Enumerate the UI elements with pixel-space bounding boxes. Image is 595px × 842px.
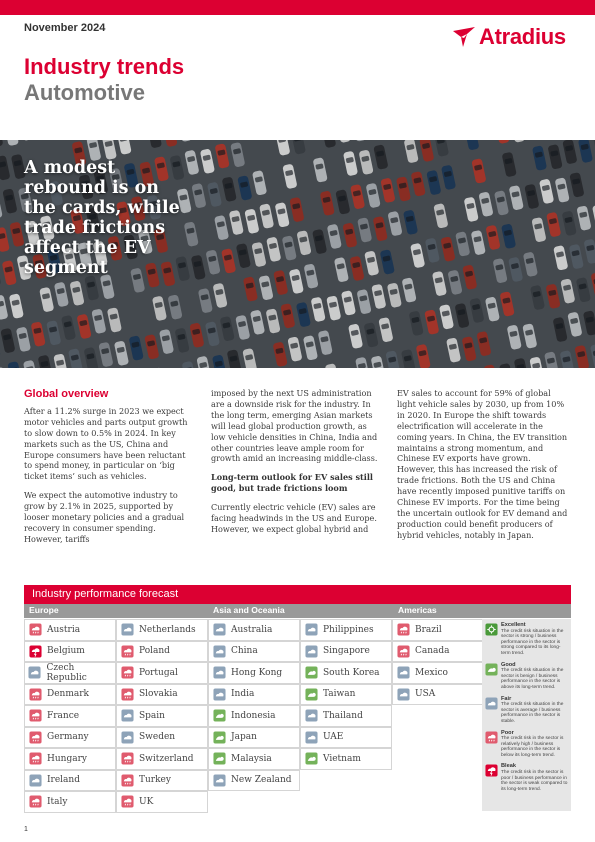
good-rating-icon	[213, 731, 226, 744]
country-name: UK	[139, 796, 154, 807]
rating-icon	[120, 730, 134, 744]
atradius-logo[interactable]	[452, 24, 566, 50]
country-name: South Korea	[323, 667, 380, 678]
region-asia-oceania: Asia and Oceania	[213, 605, 285, 615]
legend-text: The credit risk in the sector is poor / business performance in the sector is weak compared to its long-term trend.	[501, 770, 568, 792]
rating-icon	[28, 666, 42, 680]
country-cell-czech-republic	[24, 662, 116, 684]
region-americas: Americas	[398, 605, 437, 615]
paragraph: After a 11.2% surge in 2023 we expect motor vehicles and parts output growth to slow down to 0.5% in 2024. In key markets such as the US, China and Europe consumers have been reluctant to spend money, in particular on ‘big ticket items’ such as vehicles.	[24, 405, 188, 482]
rating-icon	[28, 795, 42, 809]
fair-rating-icon	[305, 731, 318, 744]
rating-icon	[28, 709, 42, 723]
fair-rating-icon	[213, 666, 226, 679]
rating-icon	[120, 773, 134, 787]
country-name: India	[231, 689, 255, 700]
country-name: Malaysia	[231, 753, 272, 764]
rating-icon	[396, 644, 410, 658]
paragraph: We expect the automotive industry to grow by 2.1% in 2025, supported by looser monetary policies and a gradual recovery in consumer spending. However, tariffs	[24, 490, 185, 544]
country-name: Ireland	[47, 775, 80, 786]
country-name: Italy	[47, 796, 68, 807]
country-cell-poland	[116, 641, 208, 663]
legend-label: Bleak	[501, 763, 516, 770]
report-date: November 2024	[24, 22, 106, 34]
country-name: Belgium	[47, 646, 85, 657]
country-cell-usa	[392, 684, 484, 706]
fair-rating-icon	[213, 774, 226, 787]
legend-label: Poor	[501, 729, 514, 736]
country-cell-india	[208, 684, 300, 706]
country-cell-mexico	[392, 662, 484, 684]
country-cell-south-korea	[300, 662, 392, 684]
rating-icon	[120, 687, 134, 701]
excellent-rating-icon	[485, 623, 498, 636]
rating-icon	[212, 709, 226, 723]
rating-icon	[120, 644, 134, 658]
page-title: Industry trends	[24, 54, 185, 79]
fair-rating-icon	[305, 709, 318, 722]
country-cell-denmark	[24, 684, 116, 706]
country-name: Brazil	[415, 624, 442, 635]
region-header-bar	[24, 604, 571, 618]
country-cell-uk	[116, 791, 208, 813]
poor-rating-icon	[29, 623, 42, 636]
country-name: USA	[415, 689, 436, 700]
fair-rating-icon	[213, 623, 226, 636]
rating-icon	[304, 644, 318, 658]
article-column-3	[397, 388, 569, 549]
poor-rating-icon	[29, 795, 42, 808]
rating-icon	[28, 644, 42, 658]
paragraph: Currently electric vehicle (EV) sales are facing headwinds in the US and Europe. However, we expect global hybrid and	[211, 502, 377, 534]
country-cell-brazil	[392, 619, 484, 641]
rating-icon	[120, 795, 134, 809]
rating-icon	[28, 752, 42, 766]
country-cell-netherlands	[116, 619, 208, 641]
country-cell-germany	[24, 727, 116, 749]
poor-rating-icon	[29, 709, 42, 722]
page-subtitle: Automotive	[24, 80, 145, 105]
country-cell-italy	[24, 791, 116, 813]
poor-rating-icon	[121, 774, 134, 787]
rating-icon	[120, 623, 134, 637]
good-rating-icon	[305, 752, 318, 765]
article-column-1	[24, 389, 196, 553]
section-heading: Global overview	[24, 388, 109, 400]
country-cell-hong-kong	[208, 662, 300, 684]
paragraph: imposed by the next US administration are a downside risk for the industry. In the long term, emerging Asian markets will lead global production growth, as low vehicle densities in China, India and other countries leave ample room for growth amid an increasing middle-class.	[211, 388, 378, 464]
rating-icon	[28, 773, 42, 787]
rating-icon	[304, 709, 318, 723]
fair-rating-icon	[28, 666, 41, 679]
rating-icon	[28, 623, 42, 637]
country-cell-spain	[116, 705, 208, 727]
rating-icon	[396, 623, 410, 637]
country-cell-turkey	[116, 770, 208, 792]
legend-text: The credit risk in the sector is relatively high / business performance in the sector is below its long-term trend.	[501, 736, 564, 758]
legend-label: Good	[501, 661, 516, 668]
country-name: China	[231, 646, 258, 657]
region-europe: Europe	[29, 605, 59, 615]
country-name: Turkey	[139, 775, 171, 786]
country-cell-sweden	[116, 727, 208, 749]
country-name: Slovakia	[139, 689, 178, 700]
country-name: Singapore	[323, 646, 370, 657]
hero-title: A modest rebound is on the cards, while trade frictions affect the EV segment	[24, 158, 180, 278]
country-name: Indonesia	[231, 710, 276, 721]
country-name: Sweden	[139, 732, 176, 743]
fair-rating-icon	[213, 645, 226, 658]
rating-icon	[212, 623, 226, 637]
legend-text: The credit risk situation in the sector is strong / business performance in the sector is strong compared to its long-term trend.	[501, 628, 564, 656]
poor-rating-icon	[29, 688, 42, 701]
bleak-rating-icon	[485, 764, 498, 777]
country-cell-vietnam	[300, 748, 392, 770]
country-cell-malaysia	[208, 748, 300, 770]
poor-rating-icon	[29, 731, 42, 744]
country-name: Canada	[415, 646, 450, 657]
country-name: Poland	[139, 646, 170, 657]
fair-rating-icon	[121, 731, 134, 744]
fair-rating-icon	[397, 688, 410, 701]
rating-icon	[396, 666, 410, 680]
good-rating-icon	[485, 663, 498, 676]
country-name: Mexico	[415, 667, 448, 678]
country-name: Vietnam	[323, 753, 361, 764]
rating-icon	[212, 644, 226, 658]
country-name: Thailand	[323, 710, 363, 721]
rating-icon	[396, 687, 410, 701]
legend-item-excellent	[485, 623, 568, 657]
rating-icon	[120, 666, 134, 680]
country-name: Switzerland	[139, 753, 194, 764]
poor-rating-icon	[485, 731, 498, 744]
atradius-bird-icon	[452, 26, 476, 48]
country-cell-new-zealand	[208, 770, 300, 792]
legend-item-bleak	[485, 764, 568, 792]
country-cell-thailand	[300, 705, 392, 727]
rating-icon	[304, 752, 318, 766]
good-rating-icon	[305, 688, 318, 701]
country-name: Spain	[139, 710, 165, 721]
rating-icon	[212, 773, 226, 787]
country-cell-switzerland	[116, 748, 208, 770]
poor-rating-icon	[121, 688, 134, 701]
country-name: Hong Kong	[231, 667, 283, 678]
fair-rating-icon	[305, 623, 318, 636]
country-cell-china	[208, 641, 300, 663]
country-name: Taiwan	[323, 689, 356, 700]
legend-text: The credit risk situation in the sector is benign / business performance in the sector is above its long-term trend.	[501, 668, 564, 690]
poor-rating-icon	[121, 666, 134, 679]
hero-image	[0, 140, 595, 368]
page-number: 1	[24, 826, 28, 833]
country-cell-belgium	[24, 641, 116, 663]
fair-rating-icon	[121, 709, 134, 722]
article-column-2	[211, 388, 383, 543]
poor-rating-icon	[29, 752, 42, 765]
country-cell-japan	[208, 727, 300, 749]
rating-icon	[304, 666, 318, 680]
country-cell-austria	[24, 619, 116, 641]
country-cell-france	[24, 705, 116, 727]
fair-rating-icon	[397, 666, 410, 679]
country-cell-taiwan	[300, 684, 392, 706]
country-cell-ireland	[24, 770, 116, 792]
legend-item-good	[485, 663, 568, 691]
rating-icon	[28, 687, 42, 701]
legend-item-fair	[485, 697, 568, 725]
good-rating-icon	[213, 752, 226, 765]
country-name: Philippines	[323, 624, 374, 635]
poor-rating-icon	[121, 645, 134, 658]
country-name: Hungary	[47, 753, 87, 764]
legend-item-poor	[485, 731, 568, 759]
poor-rating-icon	[121, 795, 134, 808]
poor-rating-icon	[397, 645, 410, 658]
country-name: Germany	[47, 732, 89, 743]
fair-rating-icon	[485, 697, 498, 710]
fair-rating-icon	[305, 645, 318, 658]
country-cell-australia	[208, 619, 300, 641]
forecast-title: Industry performance forecast	[24, 585, 571, 604]
rating-icon	[28, 730, 42, 744]
rating-icon	[212, 687, 226, 701]
rating-legend	[482, 619, 571, 811]
fair-rating-icon	[213, 688, 226, 701]
country-name: Japan	[231, 732, 257, 743]
country-name: France	[47, 710, 80, 721]
legend-label: Fair	[501, 695, 512, 702]
country-name: Austria	[47, 624, 81, 635]
poor-rating-icon	[121, 752, 134, 765]
rating-icon	[212, 752, 226, 766]
legend-label: Excellent	[501, 622, 526, 628]
poor-rating-icon	[397, 623, 410, 636]
rating-icon	[304, 687, 318, 701]
brand-name: Atradius	[479, 24, 566, 49]
top-red-bar	[0, 0, 595, 15]
rating-icon	[212, 730, 226, 744]
legend-text: The credit risk situation in the sector is average / business performance in the sector is stable.	[501, 702, 564, 724]
country-cell-singapore	[300, 641, 392, 663]
good-rating-icon	[305, 666, 318, 679]
country-cell-hungary	[24, 748, 116, 770]
fair-rating-icon	[121, 623, 134, 636]
country-name: Australia	[231, 624, 273, 635]
subheading: Long-term outlook for EV sales still good, but trade frictions loom	[211, 472, 373, 494]
country-name: Netherlands	[139, 624, 196, 635]
country-name: Czech Republic	[46, 662, 87, 683]
country-cell-canada	[392, 641, 484, 663]
rating-icon	[304, 730, 318, 744]
country-name: Denmark	[47, 689, 89, 700]
good-rating-icon	[213, 709, 226, 722]
country-cell-portugal	[116, 662, 208, 684]
country-cell-indonesia	[208, 705, 300, 727]
rating-icon	[304, 623, 318, 637]
rating-icon	[212, 666, 226, 680]
bleak-rating-icon	[29, 645, 42, 658]
country-cell-slovakia	[116, 684, 208, 706]
country-name: Portugal	[139, 667, 178, 678]
rating-icon	[120, 709, 134, 723]
rating-icon	[120, 752, 134, 766]
industry-performance-forecast	[24, 585, 571, 807]
country-cell-uae	[300, 727, 392, 749]
country-name: UAE	[323, 732, 344, 743]
country-cell-philippines	[300, 619, 392, 641]
paragraph: EV sales to account for 59% of global light vehicle sales by 2030, up from 10% in 2020. In Europe the shift towards electrification will accelerate in the coming years. In China, the EV transition maintains a strong momentum, and Chinese EV exports have grown. However, this has increased the risk of trade frictions. Both the US and China have recently imposed punitive tariffs on Chinese EV imports. For the time being the uncertain outlook for EV demand and production could benefit producers of hybrid vehicles, notably in Japan.	[397, 388, 568, 540]
fair-rating-icon	[29, 774, 42, 787]
country-name: New Zealand	[231, 775, 292, 786]
